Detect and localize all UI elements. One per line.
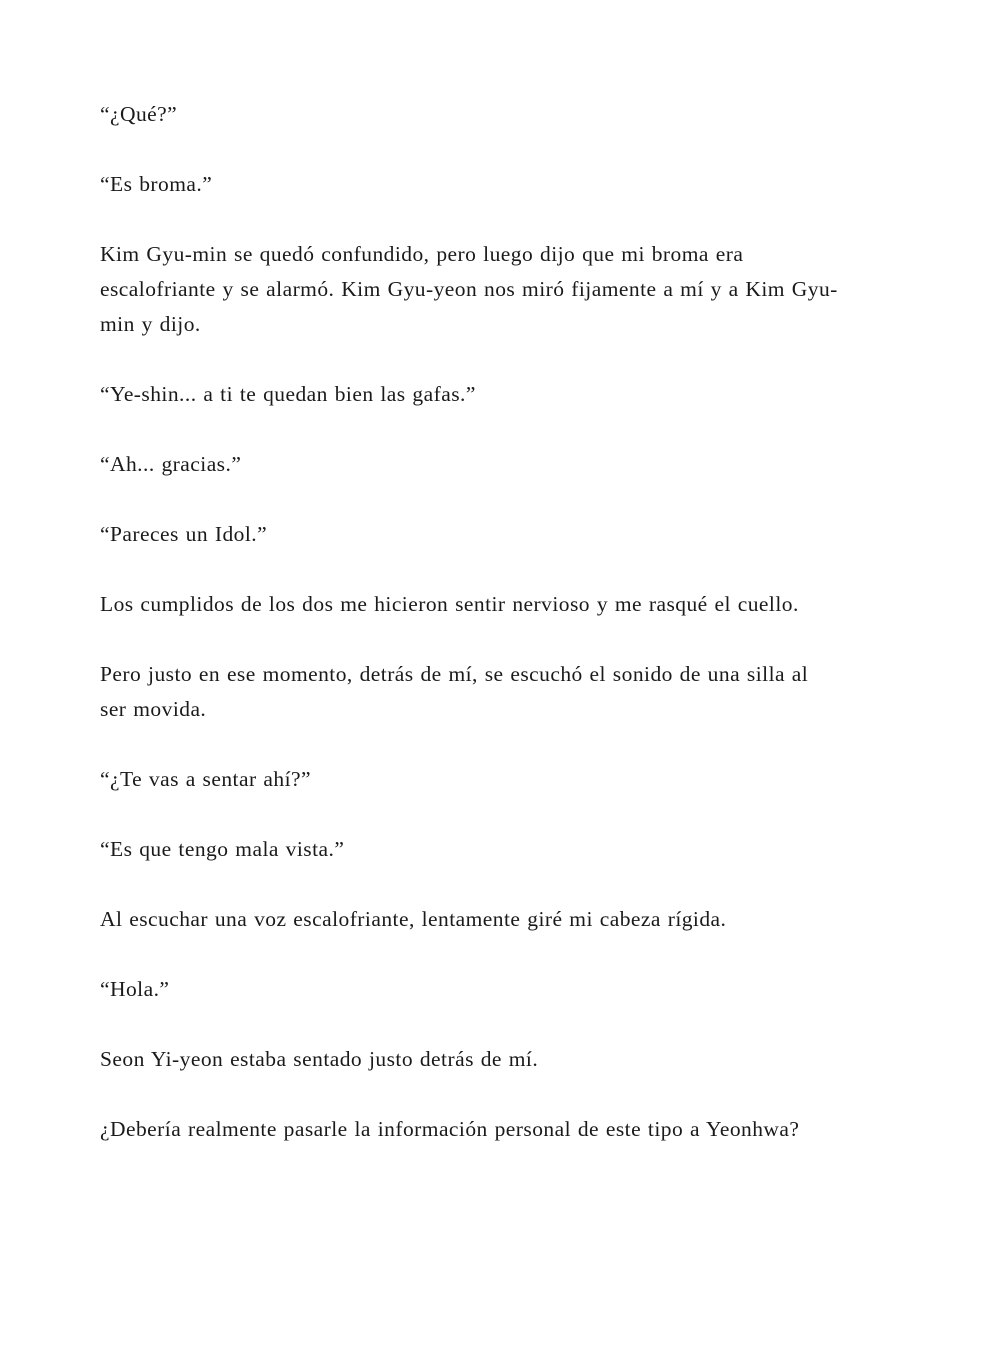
paragraph: [100, 902, 920, 937]
paragraph: [100, 1042, 920, 1077]
text-line: ser movida.: [100, 697, 207, 721]
text-line: Kim Gyu-min se quedó confundido, pero luego dijo que mi broma era: [100, 242, 744, 266]
text-line: Pero justo en ese momento, detrás de mí, se escuchó el sonido de una silla al: [100, 662, 809, 686]
paragraph: [100, 832, 920, 867]
paragraph: [100, 762, 920, 797]
text-line: “¿Te vas a sentar ahí?”: [100, 767, 311, 791]
paragraph: [100, 377, 920, 412]
text-line: “Pareces un Idol.”: [100, 522, 268, 546]
text-line: “Es broma.”: [100, 172, 213, 196]
paragraph: [100, 447, 920, 482]
text-line: min y dijo.: [100, 312, 201, 336]
text-line: “Ah... gracias.”: [100, 452, 242, 476]
text-line: escalofriante y se alarmó. Kim Gyu-yeon nos miró fijamente a mí y a Kim Gyu-: [100, 277, 838, 301]
paragraph: [100, 517, 920, 552]
paragraph: [100, 587, 920, 622]
paragraph: [100, 657, 920, 727]
text-line: Al escuchar una voz escalofriante, lentamente giré mi cabeza rígida.: [100, 907, 727, 931]
text-line: “Es que tengo mala vista.”: [100, 837, 345, 861]
paragraph: [100, 97, 920, 132]
paragraph: [100, 972, 920, 1007]
text-line: “Ye-shin... a ti te quedan bien las gafas.”: [100, 382, 476, 406]
paragraph: [100, 167, 920, 202]
paragraph: [100, 1112, 920, 1147]
text-line: ¿Debería realmente pasarle la información personal de este tipo a Yeonhwa?: [100, 1117, 800, 1141]
text-line: “¿Qué?”: [100, 102, 178, 126]
paragraph: [100, 237, 920, 342]
text-line: Los cumplidos de los dos me hicieron sentir nervioso y me rasqué el cuello.: [100, 592, 799, 616]
text-line: “Hola.”: [100, 977, 170, 1001]
text-line: Seon Yi-yeon estaba sentado justo detrás de mí.: [100, 1047, 539, 1071]
